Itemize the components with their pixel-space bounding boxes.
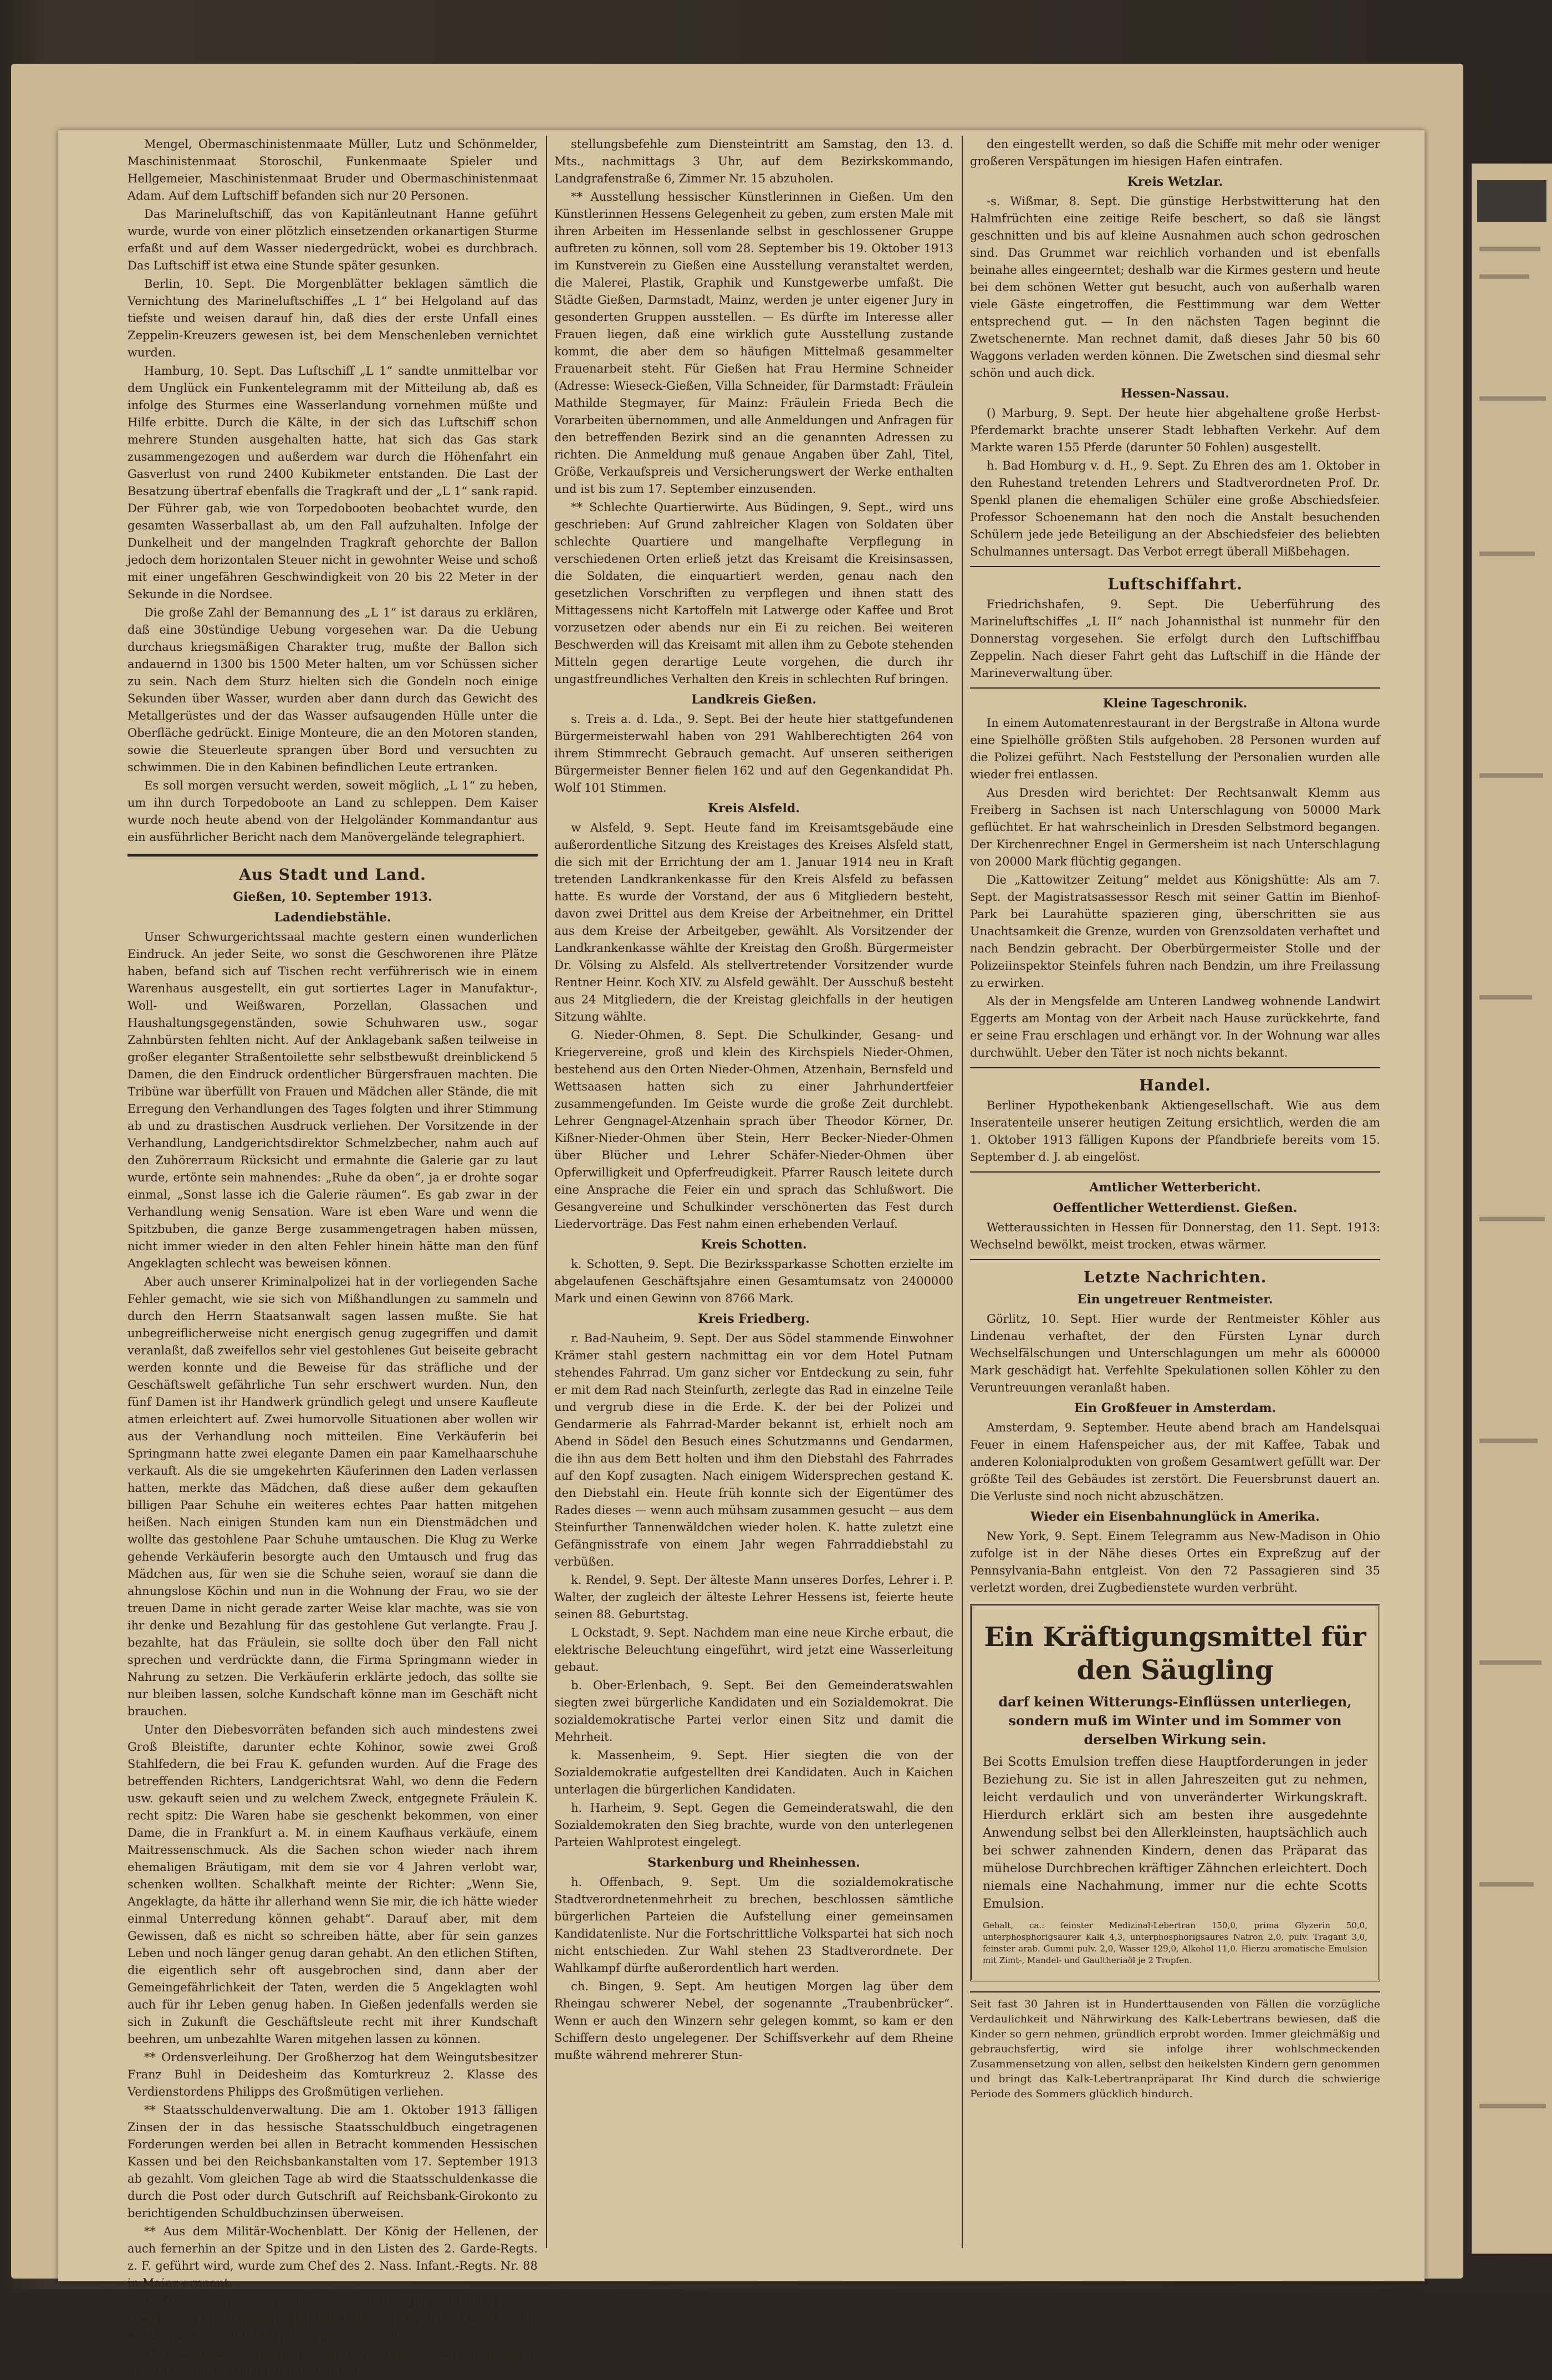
column-2	[554, 136, 953, 2248]
article-paragraph: In einem Automatenrestaurant in der Bergstraße in Altona wurde eine Spielhölle größten Stils aufgehoben. 28 Personen wurden auf die Polizei geführt. Nach Feststellung der Personalien wurden alle wieder frei entlassen.	[970, 716, 1380, 781]
section-divider	[127, 854, 538, 857]
subheading-amsterdam: Ein Großfeuer in Amsterdam.	[1074, 1401, 1277, 1415]
adjacent-text-line	[1479, 1882, 1534, 1887]
section-heading-handel: Handel.	[1139, 1076, 1211, 1094]
article-paragraph: G. Nieder-Ohmen, 8. Sept. Die Schulkinder, Gesang- und Kriegervereine, groß und klein des Kirchspiels Nieder-Ohmen, bestehend aus den Orten Nieder-Ohmen, Atzenhain, Bernsfeld und Wettsaasen hatten sich zu einer Jahrhundertfeier zusammengefunden. Im Geiste wurde die große Zeit durchlebt. Lehrer Gengnagel-Atzenhain sprach über Theodor Körner, Dr. Kißner-Nieder-Ohmen über Stein, Herr Becker-Nieder-Ohmen über Blücher und Lehrer Schäfer-Nieder-Ohmen über Opferwilligkeit und Opferfreudigkeit. Pfarrer Rausch leitete durch eine Ansprache die Feier ein und sprach das Schlußwort. Die Gesangvereine und Schulkinder verschönerten das Fest durch Liedervorträge. Das Fest nahm einen erhebenden Verlauf.	[554, 1028, 953, 1231]
subheading-rentmeister: Ein ungetreuer Rentmeister.	[1077, 1292, 1273, 1307]
article-paragraph: Hamburg, 10. Sept. Das Luftschiff „L 1“ sandte unmittelbar vor dem Unglück ein Funkentelegramm mit der Mitteilung ab, daß es infolge des Sturmes eine Wasserlandung vornehmen müßte und Hilfe erbitte. Durch die Kälte, in der sich das Luftschiff schon mehrere Stunden ausgehalten hatte, hat sich das Gas stark zusammengezogen und außerdem war durch die Höhenfahrt ein Gasverlust von rund 2400 Kubikmeter entstanden. Die Last der Besatzung übertraf ebenfalls die Tragkraft und der „L 1“ sank rapid. Der Führer gab, wie von Torpedobooten beobachtet wurde, den gesamten Wasserballast ab, um den Fall aufzuhalten. Infolge der Dunkelheit und der mangelnden Tragkraft gehorchte der Ballon jedoch dem horizontalen Steuer nicht in gewohnter Weise und schoß mit einer ungefähren Geschwindigkeit von 20 bis 22 Meter in der Sekunde in die Nordsee.	[127, 364, 538, 601]
article-paragraph: Friedrichshafen, 9. Sept. Die Ueberführung des Marineluftschiffes „L II“ nach Johannisthal ist nunmehr für den Donnerstag vorgesehen. Sie erfolgt durch den Luftschiffbau Zeppelin. Nach dieser Fahrt geht das Luftschiff in die Hände der Marineverwaltung über.	[970, 598, 1380, 680]
section-divider	[970, 566, 1380, 567]
article-paragraph: Berliner Hypothekenbank Aktiengesellschaft. Wie aus dem Inseratenteile unserer heutigen Zeitung ersichtlich, werden die am 1. Oktober 1913 fälligen Kupons der Pfandbriefe bereits vom 15. September d. J. ab eingelöst.	[970, 1099, 1380, 1164]
article-paragraph: Görlitz, 10. Sept. Hier wurde der Rentmeister Köhler aus Lindenau verhaftet, der den Fürsten Lynar durch Wechselfälschungen und Unterschlagungen um mehr als 600000 Mark geschädigt hat. Verfehlte Spekulationen sollen Köhler zu den Veruntreuungen veranlaßt haben.	[970, 1312, 1380, 1394]
section-divider	[970, 1067, 1380, 1068]
ad-title: Ein Kräftigungsmittel für den Säugling	[984, 1622, 1366, 1686]
article-paragraph: ** Rekruteneinstellung. Die in der Stadt Gießen wohnenden Rekruten und Freiwilligen haben ihre Ge-	[127, 2347, 538, 2378]
subheading-hessen-nassau: Hessen-Nassau.	[1121, 386, 1229, 401]
adjacent-text-line	[1479, 396, 1546, 401]
article-paragraph: den eingestellt werden, so daß die Schiffe mit mehr oder weniger großeren Verspätungen im hiesigen Hafen eintrafen.	[970, 137, 1380, 168]
adjacent-text-line	[1479, 773, 1543, 778]
article-paragraph: Aber auch unserer Kriminalpolizei hat in der vorliegenden Sache Fehler gemacht, wie sie sich von Mißhandlungen zu sammeln und durch den Herrn Staatsanwalt sagen lassen mußte. Sie hat unbegreiflicherweise nicht energisch genug zugegriffen und damit veranlaßt, daß zweifellos sehr viel gestohlenes Gut beiseite gebracht werden konnte und die Beweise für das sträfliche und der Geschäftswelt gefährliche Tun sehr erschwert wurden. Nun, den fünf Damen ist ihr Handwerk gründlich gelegt und unsere Kaufleute atmen erleichtert auf. Zwei humorvolle Situationen aber wollen wir aus der Verhandlung noch mitteilen. Eine Verkäuferin bei Springmann hatte zwei elegante Damen ein paar Kamelhaarschuhe verkauft. Als die sie umgekehrten Käuferinnen den Laden verlassen hatten, merkte das Mädchen, daß diese außer dem gekauften billigen Paar Schuhe ein weiteres echtes Paar hatten mitgehen heißen. Nach einigen Stunden kam nun ein Dienstmädchen und wollte das gestohlene Paar Schuhe umtauschen. Die Klug zu Werke gehende Verkäuferin besorgte auch den Umtausch und frug das Mädchen aus, für wen sie die Schuhe seien, worauf sie dann die ahnungslose Köchin und nun in die Wohnung der Frau, wo sie der treuen Dame in nicht gerade zarter Weise klar machte, was sie von ihr denke und Bezahlung für das gestohlene Gut verlangte. Frau J. bezahlte, hat das Fräulein, sie sollte doch über den Fall nicht sprechen und verdrückte dann, die Firma Springmann wieder in Nahrung zu setzen. Die Verkäuferin erklärte jedoch, das sollte sie nur bleiben lassen, solche Kundschaft könne man im Geschäft nicht brauchen.	[127, 1275, 538, 1718]
section-divider	[970, 687, 1380, 689]
article-paragraph: ** Ausstellung hessischer Künstlerinnen in Gießen. Um den Künstlerinnen Hessens Gelegenheit zu geben, zum ersten Male mit ihren Arbeiten im Hessenlande selbst in geschlossener Gruppe auftreten zu können, soll vom 28. September bis 19. Oktober 1913 im Kunstverein zu Gießen eine Ausstellung veranstaltet werden, die Malerei, Plastik, Graphik und Kunstgewerbe umfaßt. Die Städte Gießen, Darmstadt, Mainz, werden je unter eigener Jury in gesonderten Gruppen ausstellen. — Es dürfte im Interesse aller Frauen liegen, daß eine wirklich gute Ausstellung zustande kommt, die aber dem so häufigen Mittelmaß gesammelter Frauenarbeit steht. Für Gießen hat Frau Hermine Schneider (Adresse: Wieseck-Gießen, Villa Schneider, für Darmstadt: Fräulein Mathilde Stegmayer, für Mainz: Fräulein Frieda Bech die Vorarbeiten übernommen, und alle Anmeldungen und Anfragen für den betreffenden Bezirk sind an die genannten Adressen zu richten. Die Anmeldung muß genaue Angaben über Zahl, Titel, Größe, Verkaufspreis und Versicherungswert der Werke enthalten und ist bis zum 17. September einzusenden.	[554, 190, 953, 496]
column-rule	[962, 136, 963, 2248]
subheading-wetterbericht: Amtlicher Wetterbericht.	[1089, 1180, 1261, 1195]
ad-body: Bei Scotts Emulsion treffen diese Hauptforderungen in jeder Beziehung zu. Sie ist in allen Jahreszeiten gut zu nehmen, leicht verdaulich und von unveränderter Wirkungskraft. Hierdurch erklärt sich am besten ihre ausgedehnte Anwendung selbst bei den Allerkleinsten, hauptsächlich auch bei schwer zahnenden Kindern, denen das Präparat das mühelose Durchbrechen kräftiger Zähnchen erleichtert. Doch niemals eine Nachahmung, immer nur die echte Scotts Emulsion.	[983, 1755, 1367, 1911]
section-heading-letzte-nachrichten: Letzte Nachrichten.	[1083, 1268, 1267, 1286]
section-heading-kleine-tageschronik: Kleine Tageschronik.	[1102, 696, 1248, 711]
subheading-amerika: Wieder ein Eisenbahnunglück in Amerika.	[1030, 1510, 1320, 1524]
column-3	[970, 136, 1380, 2248]
article-paragraph: k. Schotten, 9. Sept. Die Bezirkssparkasse Schotten erzielte im abgelaufenen Geschäftsjahre einen Gesamtumsatz von 2400000 Mark und einen Gewinn von 8766 Mark.	[554, 1257, 953, 1305]
subheading-landkreis-giessen: Landkreis Gießen.	[691, 692, 816, 707]
adjacent-text-line	[1479, 2104, 1546, 2108]
article-paragraph: -s. Wißmar, 8. Sept. Die günstige Herbstwitterung hat den Halmfrüchten eine zeitige Reife beschert, so daß sie längst geschnitten und bis auf kleine Ausnahmen auch schon gedroschen sind. Das Grummet war reichlich vorhanden und ist ebenfalls beinahe alles eingeerntet; deshalb war die Kirmes gestern und heute bei dem schönen Wetter gut besucht, auch von außerhalb waren viele Gäste eingetroffen, die Festtimmung war dem Wetter entsprechend gut. — In den nächsten Tagen beginnt die Zwetschenernte. Man rechnet damit, daß dieses Jahr 50 bis 60 Waggons verladen werden können. Die Zwetschen sind diesmal sehr schön und auch dick.	[970, 195, 1380, 380]
ad-ingredients: Gehalt, ca.: feinster Medizinal-Lebertran 150,0, prima Glyzerin 50,0, unterphosphorigsaurer Kalk 4,3, unterphosphorigsaures Natron 2,0, pulv. Tragant 3,0, feinster arab. Gummi pulv. 2,0, Wasser 129,0, Alkohol 11,0. Hierzu aromatische Emulsion mit Zimt-, Mandel- und Gaultheriaöl je 2 Tropfen.	[983, 1920, 1367, 1965]
dateline: Gießen, 10. September 1913.	[233, 890, 432, 904]
article-paragraph: h. Bad Homburg v. d. H., 9. Sept. Zu Ehren des am 1. Oktober in den Ruhestand tretenden Lehrers und Stadtverordneten Prof. Dr. Spenkl planen die ehemaligen Schüler eine große Abschiedsfeier. Professor Schoenemann hat den noch die Anstalt besuchenden Schülern jede jede Beteiligung an der Abschiedsfeier des beliebten Schulmannes untersagt. Das Verbot erregt überall Mißbehagen.	[970, 459, 1380, 558]
article-paragraph: ** Aus dem Militär-Wochenblatt. Der König der Hellenen, der auch fernerhin an der Spitze und in den Listen des 2. Garde-Regts. z. F. geführt wird, wurde zum Chef des 2. Nass. Infant.-Regts. Nr. 88 in Mainz ernannt.	[127, 2225, 538, 2290]
subheading-wetterdienst: Oeffentlicher Wetterdienst. Gießen.	[1053, 1201, 1298, 1215]
ad-subtitle: darf keinen Witterungs-Einflüssen unterliegen, sondern muß im Winter und im Sommer von derselben Wirkung sein.	[998, 1694, 1352, 1747]
adjacent-text-line	[1479, 1439, 1538, 1443]
article-paragraph: k. Massenheim, 9. Sept. Hier siegten die von der Sozialdemokratie aufgestellten drei Kandidaten. Auch in Kaichen unterlagen die bürgerlichen Kandidaten.	[554, 1749, 953, 1796]
subheading-starkenburg: Starkenburg und Rheinhessen.	[647, 1856, 860, 1870]
article-paragraph: ch. Bingen, 9. Sept. Am heutigen Morgen lag über dem Rheingau schwerer Nebel, der sogenannte „Traubenbrücker“. Wenn er auch den Winzern sehr gelegen kommt, so kam er den Schiffern desto ungelegener. Der Schiffsverkehr auf dem Rheine mußte während mehrerer Stun-	[554, 1980, 953, 2062]
section-heading-stadt-und-land: Aus Stadt und Land.	[239, 865, 426, 884]
subheading-kreis-alsfeld: Kreis Alsfeld.	[708, 801, 800, 816]
article-paragraph: Das Marineluftschiff, das von Kapitänleutnant Hanne geführt wurde, wurde von einer plötzlich einsetzenden orkanartigen Sturme erfaßt und auf dem Wasser niedergedrückt, wobei es durchbrach. Das Luftschiff ist etwa eine Stunde später gesunken.	[127, 207, 538, 272]
article-paragraph: ** Ordensverleihung. Der Großherzog hat dem Weingutsbesitzer Franz Buhl in Deidesheim das Komturkreuz 2. Klasse des Verdienstordens Philipps des Großmütigen verliehen.	[127, 2051, 538, 2098]
adjacent-text-line	[1479, 1217, 1545, 1221]
column-rule	[546, 136, 547, 2248]
adjacent-text-line	[1479, 1660, 1541, 1665]
subheading-kreis-schotten: Kreis Schotten.	[701, 1237, 807, 1252]
article-paragraph: Aus Dresden wird berichtet: Der Rechtsanwalt Klemm aus Freiberg in Sachsen ist nach Unterschlagung von 50000 Mark geflüchtet. Er hat wahrscheinlich in Dresden Selbstmord begangen. Der Kirchenrechner Engel in Germersheim ist nach Unterschlagung von 20000 Mark flüchtig gegangen.	[970, 786, 1380, 868]
article-paragraph: ** Staatsschuldenverwaltung. Die am 1. Oktober 1913 fälligen Zinsen der in das hessische Staatsschuldbuch eingetragenen Forderungen werden bei allen in Betracht kommenden Hessischen Kassen und bei den Reichsbankanstalten vom 17. September 1913 ab gezahlt. Vom gleichen Tage ab wird die Staatsschuldenkasse die durch die Post oder durch Gutschrift auf Reichsbank-Girokonto zu berichtigenden Schuldbuchzinsen überweisen.	[127, 2103, 538, 2220]
adjacent-text-line	[1479, 274, 1529, 279]
article-paragraph: Wetteraussichten in Hessen für Donnerstag, den 11. Sept. 1913: Wechselnd bewölkt, meist trocken, etwas wärmer.	[970, 1221, 1380, 1251]
subheading-kreis-friedberg: Kreis Friedberg.	[698, 1312, 810, 1326]
subheading-ladendiebstaehle: Ladendiebstähle.	[274, 910, 391, 925]
article-paragraph: New York, 9. Sept. Einem Telegramm aus New-Madison in Ohio zufolge ist in der Nähe dieses Ortes ein Expreßzug auf der Pennsylvania-Bahn entgleist. Von den 72 Passagieren sind 35 verletzt worden, drei Zugbedienstete wurden verbrüht.	[970, 1530, 1380, 1594]
article-paragraph: h. Harheim, 9. Sept. Gegen die Gemeinderatswahl, die den Sozialdemokraten den Sieg brachte, wurde von den unterlegenen Parteien Wahlprotest eingelegt.	[554, 1801, 953, 1849]
article-paragraph: Mengel, Obermaschinistenmaate Müller, Lutz und Schönmelder, Maschinistenmaat Storoschil, Funkenmaate Spieler und Hellgemeier, Maschinistenmaat Bruder und Obermaschinistenmaat Adam. Auf dem Luftschiff befanden sich nur 20 Personen.	[127, 137, 538, 202]
advertisement-scotts-emulsion	[970, 1604, 1380, 1981]
ad-footnote: Seit fast 30 Jahren ist in Hunderttausenden von Fällen die vorzügliche Verdaulichkeit und Nährwirkung des Kalk-Lebertrans bewiesen, daß die Kinder so gern nehmen, gründlich erprobt worden. Immer gleichmäßig und gebrauchsfertig, wird sie infolge ihrer wohlschmeckenden Zusammensetzung von allen, selbst den heikelsten Kindern gern genommen und bringt das Kalk-Lebertranpräparat Ihr Kind durch die schwierige Periode des Sommers glücklich hindurch.	[970, 1991, 1380, 2102]
section-divider	[970, 1259, 1380, 1260]
article-paragraph: Die große Zahl der Bemannung des „L 1“ ist daraus zu erklären, daß eine 30stündige Uebung vorgesehen war. Da die Uebung durchaus kriegsmäßigen Charakter trug, mußte der Ballon sich andauernd in 1300 bis 1500 Meter halten, um vor Schüssen sicher zu sein. Nach dem Sturz hielten sich die Gondeln noch einige Sekunden über Wasser, wurden aber dann durch das Gewicht des Metallgerüstes und der das Wasser aufsaugenden Hülle unter die Oberfläche gedrückt. Einige Monteure, die an den Motoren standen, sowie die Steuerleute sprangen über Bord und versuchten zu schwimmen. Die in den Kabinen befindlichen Leute ertranken.	[127, 606, 538, 774]
article-paragraph: Amsterdam, 9. September. Heute abend brach am Handelsquai Feuer in einem Hafenspeicher aus, der mit Kaffee, Tabak und anderen Kolonialprodukten von großem Gesamtwert gefüllt war. Der größte Teil des Gebäudes ist zerstört. Die Feuersbrunst dauert an. Die Verluste sind noch nicht abzuschätzen.	[970, 1421, 1380, 1503]
column-1	[127, 136, 538, 2378]
subheading-kreis-wetzlar: Kreis Wetzlar.	[1127, 175, 1223, 189]
article-paragraph: Unser Schwurgerichtssaal machte gestern einen wunderlichen Eindruck. An jeder Seite, wo sonst die Geschworenen ihre Plätze haben, befand sich auf Tischen recht verführerisch wie in einem Warenhaus ausgestellt, ein gut sortiertes Lager in Manufaktur-, Woll- und Weißwaren, Porzellan, Glassachen und Haushaltungsgegenständen, sowie Schuhwaren usw., sogar Zahnbürsten fehlten nicht. Auf der Anklagebank saßen teilweise in großer eleganter Straßentoilette sehr selbstbewußt dreinblickend 5 Damen, die den Eindruck ordentlicher Bürgersfrauen machten. Die Tribüne war überfüllt von Frauen und Mädchen aller Stände, die mit Erregung den Verhandlungen des Tages folgten und ihrer Stimmung ab und zu drastischen Ausdruck verliehen. Der Vorsitzende in der Verhandlung, Landgerichtsdirektor Schmelzbecher, nahm auch auf den Zuhörerraum Rücksicht und ermahnte die Galerie gar zu laut wurde, ertönte sein mahnendes: „Ruhe da oben“, ja er drohte sogar einmal, „Sonst lasse ich die Galerie räumen“. Es gab zwar in der Verhandlung wenig Sensation. Ware ist eben Ware und wenn die Spitzbuben, die ganze Berge zusammengetragen haben müssen, nicht immer wieder in den alten Fehler hinein hätte man den fünf Angeklagten schlecht was beweisen können.	[127, 930, 538, 1270]
section-divider	[970, 1171, 1380, 1173]
adjacent-text-line	[1479, 247, 1540, 251]
article-paragraph: ** Die Kaisermanöver sollen im nächsten Jahre in der Provinz Oberhessen und den angrenzenden Gebieten abgehalten werden. Als Kaiserquartier soll Büdingen vorgesehen sein.	[127, 2295, 538, 2342]
article-paragraph: h. Offenbach, 9. Sept. Um die sozialdemokratische Stadtverordnetenmehrheit zu brechen, beschlossen sämtliche bürgerlichen Parteien die Aufstellung einer gemeinsamen Kandidatenliste. Nur die Fortschrittliche Volkspartei hat sich noch nicht entschieden. Zur Wahl stehen 23 Stadtverordnete. Der Wahlkampf dürfte außerordentlich hart werden.	[554, 1876, 953, 1975]
adjacent-page-edge	[1472, 164, 1552, 2254]
article-paragraph: L Ockstadt, 9. Sept. Nachdem man eine neue Kirche erbaut, die elektrische Beleuchtung eingeführt, wird jetzt eine Wasserleitung gebaut.	[554, 1626, 953, 1674]
article-paragraph: s. Treis a. d. Lda., 9. Sept. Bei der heute hier stattgefundenen Bürgermeisterwahl haben von 291 Wahlberechtigten 264 von ihrem Stimmrecht Gebrauch gemacht. Auf unseren seitherigen Bürgermeister Benner fielen 162 und auf den Gegenkandidat Ph. Wolf 101 Stimmen.	[554, 712, 953, 794]
newspaper-page	[58, 130, 1425, 2378]
adjacent-text-line	[1479, 995, 1532, 1000]
article-paragraph: () Marburg, 9. Sept. Der heute hier abgehaltene große Herbst-Pferdemarkt brachte unserer Stadt lebhaften Verkehr. Auf dem Markte waren 155 Pferde (darunter 50 Fohlen) ausgestellt.	[970, 406, 1380, 454]
article-paragraph: ** Schlechte Quartierwirte. Aus Büdingen, 9. Sept., wird uns geschrieben: Auf Grund zahlreicher Klagen von Soldaten über schlechte Quartiere und mangelhafte Verpflegung in verschiedenen Orten erließ jetzt das Kreisamt die Kreisinsassen, die Soldaten, die einquartiert werden, genau nach den gesetzlichen Vorschriften zu verpflegen und ihnen statt des Mittagessens nicht Kartoffeln mit Latwerge oder Kaffee und Brot vorzusetzen oder abends nur ein Ei zu reichen. Bei weiteren Beschwerden will das Kreisamt mit allen ihm zu Gebote stehenden Mitteln gegen derartige Leute vorgehen, die durch ihr ungastfreundliches Verhalten den Kreis in schlechten Ruf bringen.	[554, 501, 953, 686]
adjacent-page-header-block	[1477, 180, 1546, 222]
article-paragraph: Es soll morgen versucht werden, soweit möglich, „L 1“ zu heben, um ihn durch Torpedoboote an Land zu schleppen. Dem Kaiser wurde noch heute abend von der Helgoländer Kommandantur aus ein ausführlicher Bericht nach dem Manövergelände telegraphiert.	[127, 779, 538, 844]
article-paragraph: stellungsbefehle zum Diensteintritt am Samstag, den 13. d. Mts., nachmittags 3 Uhr, auf dem Bezirkskommando, Landgrafenstraße 6, Zimmer Nr. 15 abzuholen.	[554, 137, 953, 185]
adjacent-text-line	[1479, 552, 1535, 556]
section-heading-luftschiffahrt: Luftschiffahrt.	[1107, 575, 1243, 593]
article-paragraph: k. Rendel, 9. Sept. Der älteste Mann unseres Dorfes, Lehrer i. P. Walter, der zugleich der älteste Lehrer Hessens ist, feierte heute seinen 88. Geburtstag.	[554, 1573, 953, 1621]
article-paragraph: Als der in Mengsfelde am Unteren Landweg wohnende Landwirt Eggerts am Montag von der Arbeit nach Hause zurückkehrte, fand er seine Frau erschlagen und erhängt vor. In der Wohnung war alles durchwühlt. Ueber den Täter ist noch nichts bekannt.	[970, 995, 1380, 1059]
article-paragraph: Unter den Diebesvorräten befanden sich auch mindestens zwei Groß Bleistifte, darunter echte Kohinor, sowie zwei Groß Stahlfedern, die bei Frau K. gefunden wurden. Auf die Frage des betreffenden Richters, Landgerichtsrat Wahl, wo denn die Federn usw. gekauft seien und zu welchem Zweck, entgegnete Fräulein K. recht spitz: Die Waren habe sie geschenkt bekommen, von einer Dame, die in Frankfurt a. M. in einem Kaufhaus verkäufe, einem Maitressenschmuck. Als die Sachen schon wieder nach ihrem ehemaligen Bräutigam, mit dem sie vor 4 Jahren verlobt war, schenken wollten. Schalkhaft meinte der Richter: „Wenn Sie, Angeklagte, da hätte ihr allerhand wenn Sie mir, die ich hätte wieder einmal Unterredung können gehabt“. Darauf aber, mit dem Gewissen, daß es nicht so schreiben hätte, aber für sein ganzes Leben und noch länger genug daran gehabt. An den etlichen Stiften, die eigentlich sehr oft ausgebrochen sind, dann aber der Gemeingefährlichkeit der Taten, werden die 5 Angeklagten wohl auch für ihr Leben genug haben. In Gießen jedenfalls werden sie sich in Zukunft die Geschäftsleute recht mit ihrer Kundschaft beehren, um unbezahlte Waren mitgehen lassen zu können.	[127, 1723, 538, 2046]
article-paragraph: b. Ober-Erlenbach, 9. Sept. Bei den Gemeinderatswahlen siegten zwei bürgerliche Kandidaten und ein Sozialdemokrat. Die sozialdemokratische Partei verlor einen Sitz und damit die Mehrheit.	[554, 1679, 953, 1744]
article-paragraph: Berlin, 10. Sept. Die Morgenblätter beklagen sämtlich die Vernichtung des Marineluftschiffes „L 1“ bei Helgoland auf das tiefste und weisen darauf hin, daß dies der erste Unfall eines Zeppelin-Kreuzers gewesen ist, bei dem Menschenleben vernichtet wurden.	[127, 277, 538, 359]
article-paragraph: r. Bad-Nauheim, 9. Sept. Der aus Södel stammende Einwohner Krämer stahl gestern nachmittag ein vor dem Hotel Putnam stehendes Fahrrad. Um ganz sicher vor Entdeckung zu sein, fuhr er mit dem Rad nach Steinfurth, zerlegte das Rad in einzelne Teile und vergrub diese in die Erde. K. der bei der Polizei und Gendarmerie als Fahrrad-Marder bekannt ist, erhielt noch am Abend in Södel den Besuch eines Schutzmanns und Gendarmen, die ihn aus dem Bett holten und ihm den Diebstahl des Fahrrades auf den Kopf zusagten. Nach einigem Widersprechen gestand K. den Diebstahl ein. Heute früh konnte sich der Eigentümer des Rades dieses — wenn auch mühsam zusammen gesucht — aus dem Steinfurther Tannenwäldchen wieder holen. K. hatte zuletzt eine Gefängnisstrafe von einem Jahr wegen Fahrraddiebstahl zu verbüßen.	[554, 1332, 953, 1568]
article-paragraph: w Alsfeld, 9. Sept. Heute fand im Kreisamtsgebäude eine außerordentliche Sitzung des Kreistages des Kreises Alsfeld statt, die sich mit der Errichtung der am 1. Januar 1914 neu in Kraft tretenden Landkrankenkasse für den Kreis Alsfeld zu befassen hatte. Es wurde der Vorstand, der aus 6 Mitgliedern besteht, davon zwei Drittel aus dem Kreise der Arbeitnehmer, ein Drittel aus dem Kreise der Arbeitgeber, gewählt. Als Vorsitzender der Landkrankenkasse wählte der Kreistag den Großh. Bürgermeister Dr. Völsing zu Alsfeld. Als stellvertretender Vorsitzender wurde Rentner Heinr. Koch XIV. zu Alsfeld gewählt. Der Ausschuß besteht aus 24 Mitgliedern, die der Kreistag gleichfalls in der heutigen Sitzung wählte.	[554, 821, 953, 1023]
article-paragraph: Die „Kattowitzer Zeitung“ meldet aus Königshütte: Als am 7. Sept. der Magistratsassessor Resch mit seiner Gattin im Bienhof-Park bei Laurahütte spazieren ging, überschritten sie aus Unachtsamkeit die Grenze, wurden von Grenzsoldaten verhaftet und nach Bendzin gebracht. Der Oberbürgermeister Stolle und der Polizeiinspektor Steinfels fuhren nach Bendzin, um ihre Freilassung zu erwirken.	[970, 873, 1380, 990]
